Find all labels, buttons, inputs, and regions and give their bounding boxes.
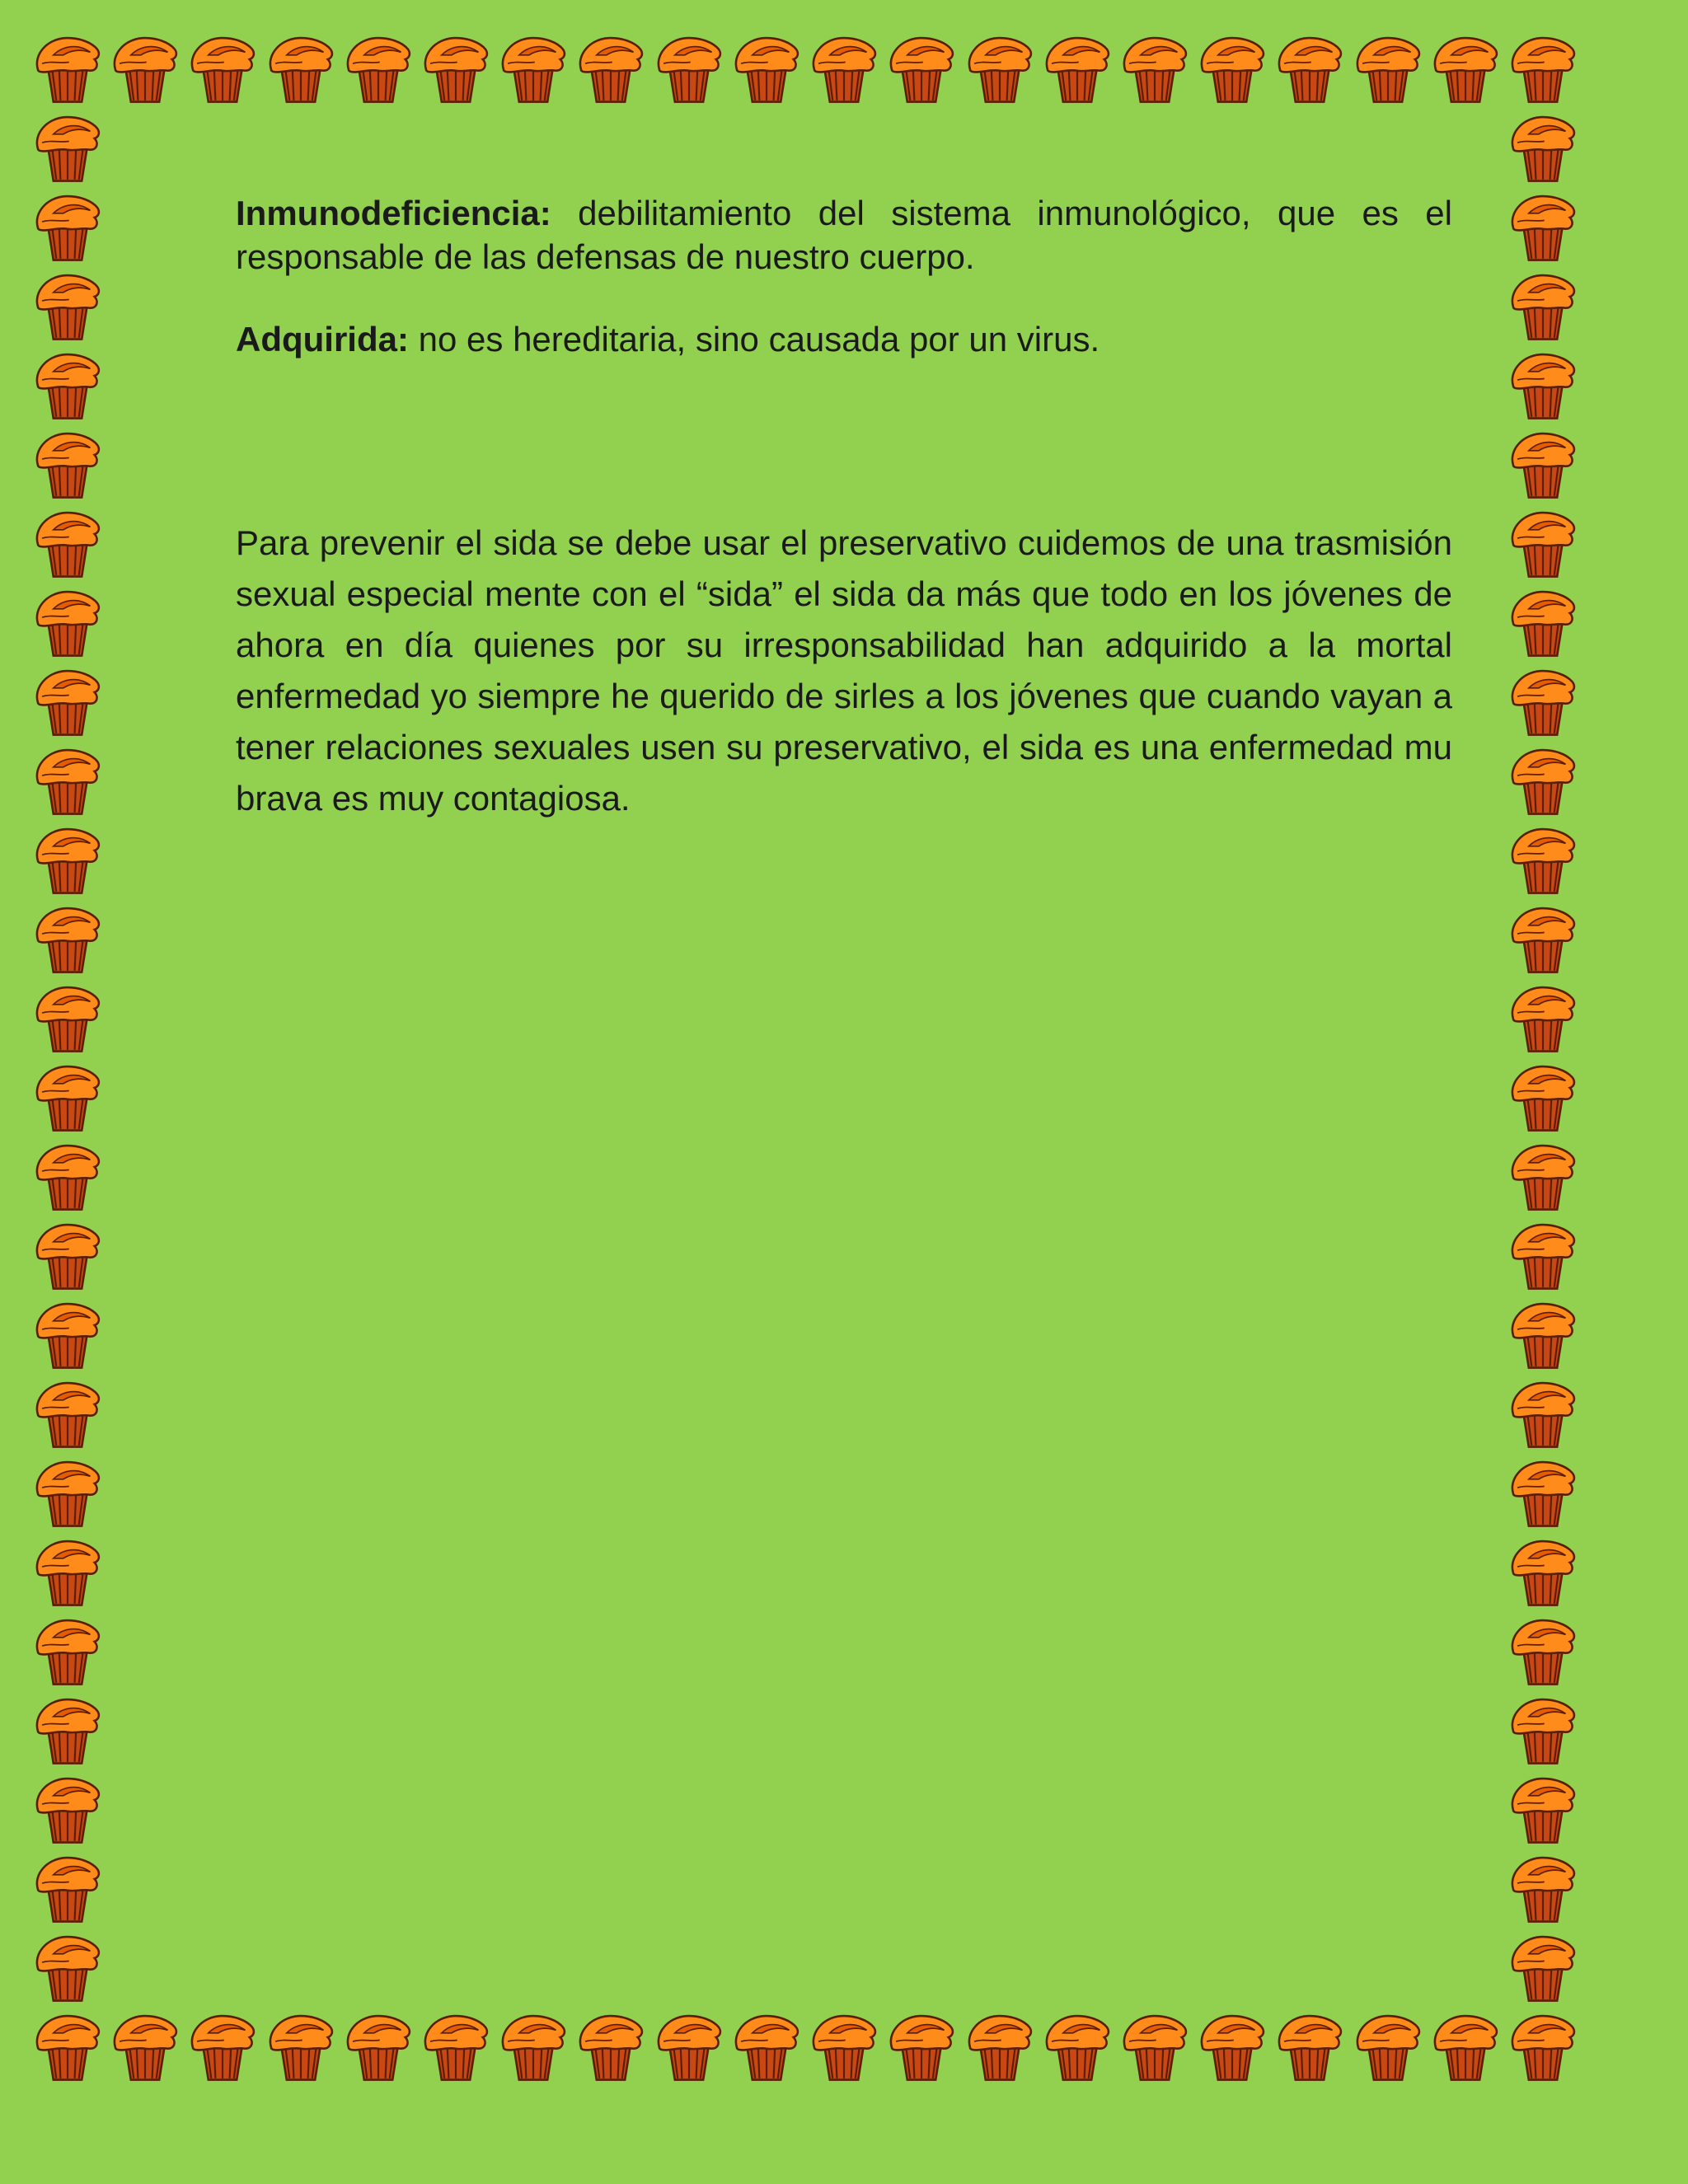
- muffin-icon: [420, 2012, 491, 2083]
- muffin-icon: [1507, 1854, 1578, 1924]
- definition-text: no es hereditaria, sino causada por un virus.: [408, 320, 1100, 359]
- muffin-icon: [1507, 271, 1578, 342]
- muffin-icon: [886, 2012, 957, 2083]
- muffin-icon: [32, 1695, 103, 1766]
- muffin-icon: [1507, 1062, 1578, 1133]
- muffin-icon: [32, 1062, 103, 1133]
- muffin-icon: [498, 34, 569, 105]
- muffin-icon: [32, 113, 103, 184]
- muffin-icon: [1507, 983, 1578, 1054]
- muffin-icon: [1507, 588, 1578, 658]
- muffin-icon: [32, 825, 103, 896]
- muffin-icon: [265, 34, 336, 105]
- definition-term: Adquirida:: [236, 320, 409, 359]
- muffin-icon: [1507, 746, 1578, 817]
- body-paragraph: Para prevenir el sida se debe usar el preservativo cuidemos de una trasmisión sexual especial mente con el “sida” el sida da más que todo en los jóvenes de ahora en día quienes por su irresponsabilidad han adquirido a la mortal enfermedad yo siempre he querido de sirles a los jóvenes que cuando vayan a tener relaciones sexuales usen su preservativo, el sida es una enfermedad mu brava es muy contagiosa.: [236, 523, 1452, 818]
- muffin-icon: [886, 34, 957, 105]
- muffin-icon: [654, 34, 724, 105]
- muffin-icon: [1507, 1616, 1578, 1687]
- muffin-icon: [731, 2012, 802, 2083]
- muffin-icon: [1507, 825, 1578, 896]
- muffin-icon: [1119, 34, 1190, 105]
- muffin-icon: [1042, 34, 1113, 105]
- muffin-icon: [32, 1300, 103, 1371]
- muffin-icon: [1507, 1933, 1578, 2004]
- muffin-icon: [964, 2012, 1035, 2083]
- muffin-icon: [32, 509, 103, 579]
- muffin-icon: [1353, 2012, 1423, 2083]
- muffin-icon: [1507, 1537, 1578, 1608]
- muffin-icon: [32, 429, 103, 500]
- definition-term: Inmunodeficiencia:: [236, 194, 551, 232]
- muffin-icon: [1507, 1774, 1578, 1845]
- muffin-icon: [32, 1379, 103, 1450]
- muffin-icon: [343, 2012, 414, 2083]
- muffin-icon: [809, 34, 879, 105]
- muffin-icon: [1430, 2012, 1501, 2083]
- muffin-icon: [1274, 34, 1345, 105]
- definition-adquirida: [236, 317, 1452, 361]
- muffin-icon: [654, 2012, 724, 2083]
- muffin-icon: [32, 1616, 103, 1687]
- muffin-icon: [32, 271, 103, 342]
- muffin-icon: [731, 34, 802, 105]
- muffin-icon: [32, 588, 103, 658]
- muffin-icon: [575, 2012, 646, 2083]
- muffin-icon: [1507, 1221, 1578, 1291]
- muffin-icon: [32, 1537, 103, 1608]
- muffin-icon: [110, 2012, 181, 2083]
- muffin-icon: [32, 192, 103, 263]
- muffin-icon: [1430, 34, 1501, 105]
- muffin-icon: [32, 904, 103, 975]
- muffin-icon: [1353, 34, 1423, 105]
- muffin-icon: [32, 667, 103, 738]
- muffin-icon: [1507, 192, 1578, 263]
- muffin-icon: [1119, 2012, 1190, 2083]
- muffin-icon: [575, 34, 646, 105]
- muffin-icon: [32, 983, 103, 1054]
- muffin-icon: [32, 350, 103, 421]
- muffin-icon: [1274, 2012, 1345, 2083]
- definition-inmunodeficiencia: [236, 191, 1452, 279]
- muffin-icon: [809, 2012, 879, 2083]
- muffin-icon: [187, 2012, 258, 2083]
- muffin-icon: [1507, 34, 1578, 105]
- muffin-icon: [1507, 1141, 1578, 1212]
- muffin-icon: [1507, 667, 1578, 738]
- muffin-icon: [498, 2012, 569, 2083]
- muffin-icon: [1197, 2012, 1268, 2083]
- muffin-icon: [964, 34, 1035, 105]
- muffin-icon: [1507, 904, 1578, 975]
- muffin-icon: [32, 1933, 103, 2004]
- muffin-icon: [32, 1458, 103, 1529]
- muffin-icon: [32, 1774, 103, 1845]
- muffin-icon: [1507, 509, 1578, 579]
- muffin-icon: [1507, 1458, 1578, 1529]
- muffin-icon: [110, 34, 181, 105]
- muffin-icon: [1507, 2012, 1578, 2083]
- muffin-icon: [1507, 113, 1578, 184]
- muffin-icon: [1507, 350, 1578, 421]
- muffin-icon: [32, 1221, 103, 1291]
- muffin-icon: [1507, 1695, 1578, 1766]
- muffin-icon: [32, 1854, 103, 1924]
- document-body: [236, 191, 1452, 824]
- muffin-icon: [343, 34, 414, 105]
- muffin-icon: [32, 1141, 103, 1212]
- muffin-icon: [420, 34, 491, 105]
- muffin-icon: [187, 34, 258, 105]
- muffin-icon: [1197, 34, 1268, 105]
- muffin-icon: [32, 34, 103, 105]
- muffin-icon: [32, 2012, 103, 2083]
- muffin-icon: [265, 2012, 336, 2083]
- muffin-icon: [1042, 2012, 1113, 2083]
- muffin-icon: [32, 746, 103, 817]
- muffin-icon: [1507, 1379, 1578, 1450]
- muffin-icon: [1507, 1300, 1578, 1371]
- muffin-icon: [1507, 429, 1578, 500]
- definition-text: debilitamiento del sistema inmunológico, que es el responsable de las defensas de nuestro cuerpo.: [236, 194, 1452, 276]
